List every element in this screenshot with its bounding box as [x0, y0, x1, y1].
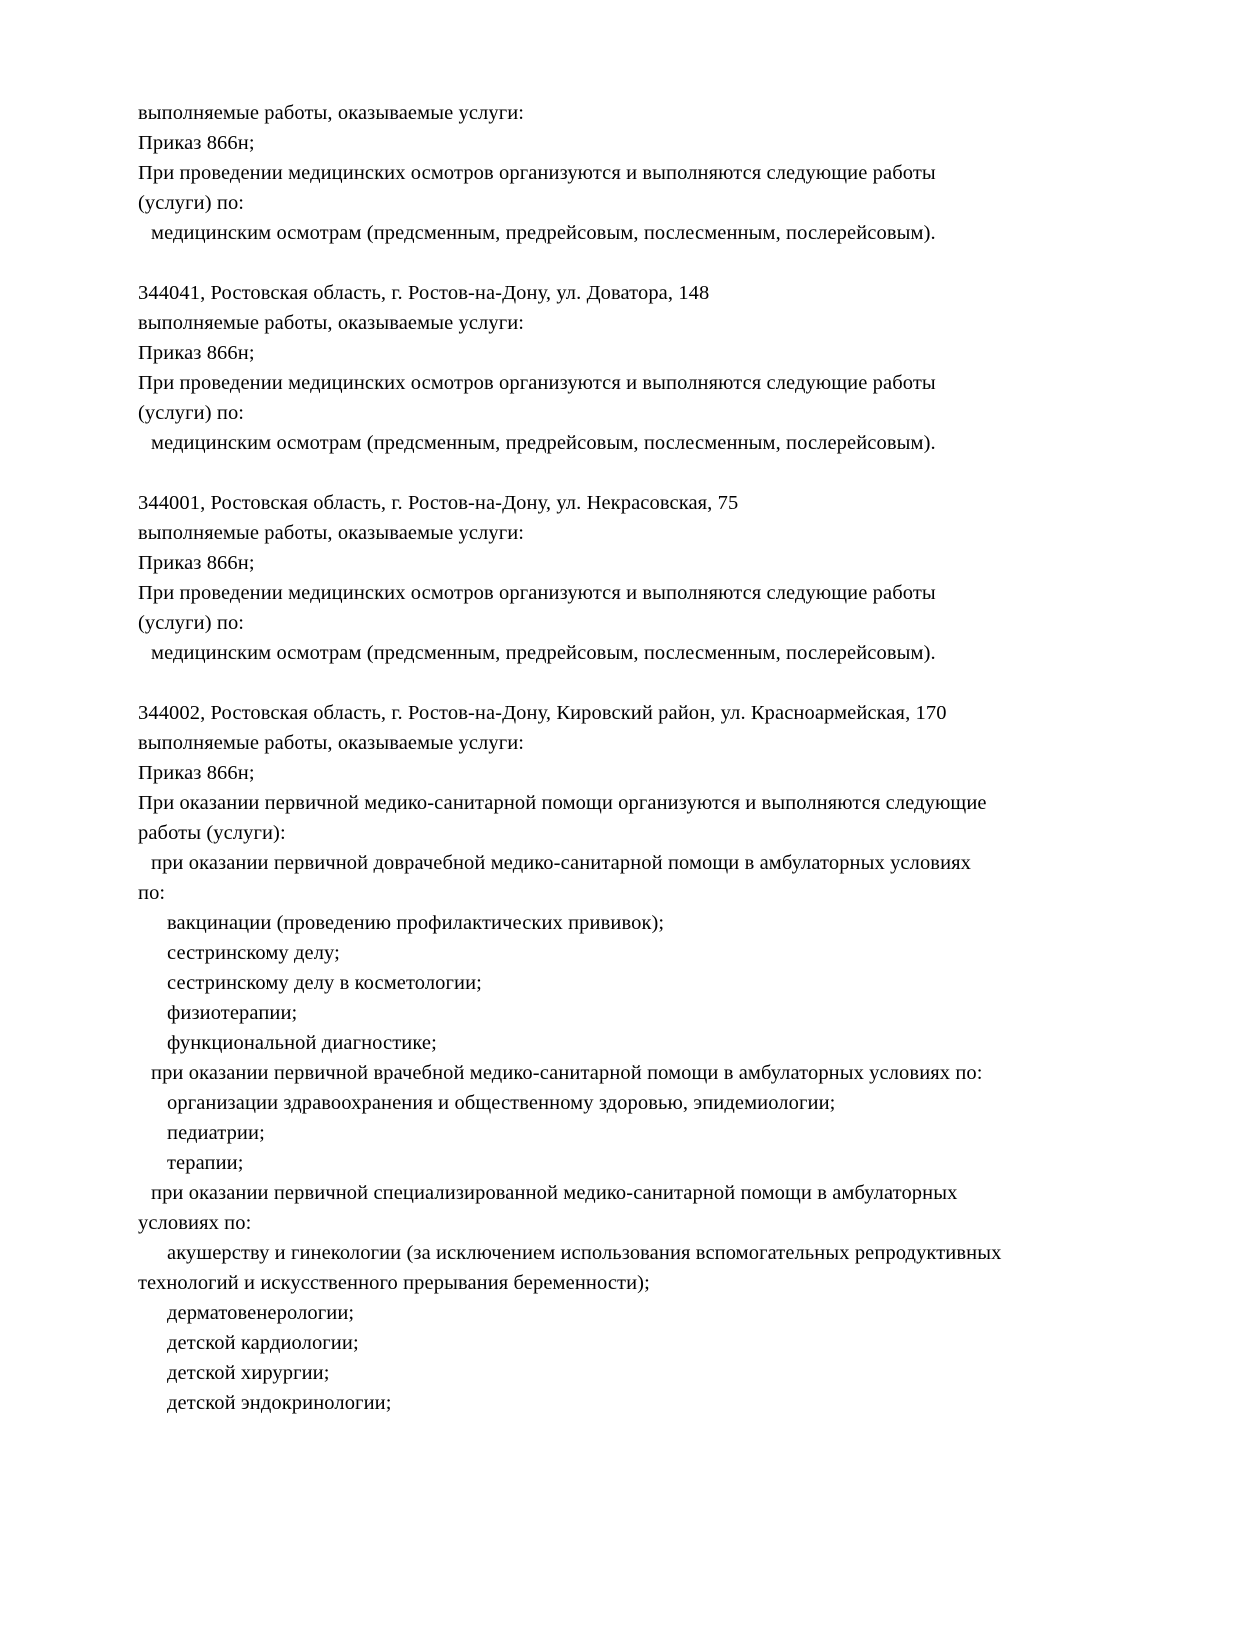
text-line: При проведении медицинских осмотров организуются и выполняются следующие работы — [138, 372, 936, 394]
text-line: При оказании первичной медико-санитарной помощи организуются и выполняются следующие — [138, 792, 987, 814]
text-line: (услуги) по: — [138, 192, 245, 214]
text-line: при оказании первичной специализированной медико-санитарной помощи в амбулаторных — [151, 1182, 958, 1204]
text-line: акушерству и гинекологии (за исключением использования вспомогательных репродуктивных — [167, 1242, 1002, 1264]
text-line: технологий и искусственного прерывания беременности); — [138, 1272, 650, 1294]
text-line: работы (услуги): — [138, 822, 286, 844]
text-line: (услуги) по: — [138, 612, 245, 634]
text-line: Приказ 866н; — [138, 552, 255, 574]
text-line: физиотерапии; — [167, 1002, 298, 1024]
text-line: вакцинации (проведению профилактических прививок); — [167, 912, 665, 934]
text-block — [138, 488, 1180, 668]
text-line: При проведении медицинских осмотров организуются и выполняются следующие работы — [138, 162, 936, 184]
text-line: 344001, Ростовская область, г. Ростов-на-Дону, ул. Некрасовская, 75 — [138, 492, 739, 514]
text-line: медицинским осмотрам (предсменным, предрейсовым, послесменным, послерейсовым). — [151, 222, 936, 244]
text-line: выполняемые работы, оказываемые услуги: — [138, 732, 525, 754]
text-line: терапии; — [167, 1152, 244, 1174]
text-line: медицинским осмотрам (предсменным, предрейсовым, послесменным, послерейсовым). — [151, 642, 936, 664]
text-block — [138, 698, 1180, 1418]
text-block — [138, 278, 1180, 458]
text-line: условиях по: — [138, 1212, 252, 1234]
text-line: сестринскому делу; — [167, 942, 340, 964]
text-line: функциональной диагностике; — [167, 1032, 437, 1054]
text-line: детской хирургии; — [167, 1362, 330, 1384]
text-line: детской кардиологии; — [167, 1332, 359, 1354]
text-line: дерматовенерологии; — [167, 1302, 355, 1324]
text-line: педиатрии; — [167, 1122, 265, 1144]
text-line: выполняемые работы, оказываемые услуги: — [138, 102, 525, 124]
document-text — [138, 98, 1180, 1418]
text-line: 344002, Ростовская область, г. Ростов-на-Дону, Кировский район, ул. Красноармейская, 170 — [138, 702, 947, 724]
text-line: (услуги) по: — [138, 402, 245, 424]
text-line: сестринскому делу в косметологии; — [167, 972, 482, 994]
text-line: При проведении медицинских осмотров организуются и выполняются следующие работы — [138, 582, 936, 604]
text-line: по: — [138, 882, 166, 904]
text-line: Приказ 866н; — [138, 342, 255, 364]
text-line: организации здравоохранения и общественному здоровью, эпидемиологии; — [167, 1092, 836, 1114]
text-line: выполняемые работы, оказываемые услуги: — [138, 522, 525, 544]
text-line: Приказ 866н; — [138, 132, 255, 154]
text-line: при оказании первичной доврачебной медико-санитарной помощи в амбулаторных условиях — [151, 852, 972, 874]
text-line: при оказании первичной врачебной медико-санитарной помощи в амбулаторных условиях по: — [151, 1062, 983, 1084]
text-line: медицинским осмотрам (предсменным, предрейсовым, послесменным, послерейсовым). — [151, 432, 936, 454]
text-line: 344041, Ростовская область, г. Ростов-на-Дону, ул. Доватора, 148 — [138, 282, 710, 304]
text-line: детской эндокринологии; — [167, 1392, 392, 1414]
text-line: Приказ 866н; — [138, 762, 255, 784]
text-line: выполняемые работы, оказываемые услуги: — [138, 312, 525, 334]
text-block — [138, 98, 1180, 248]
